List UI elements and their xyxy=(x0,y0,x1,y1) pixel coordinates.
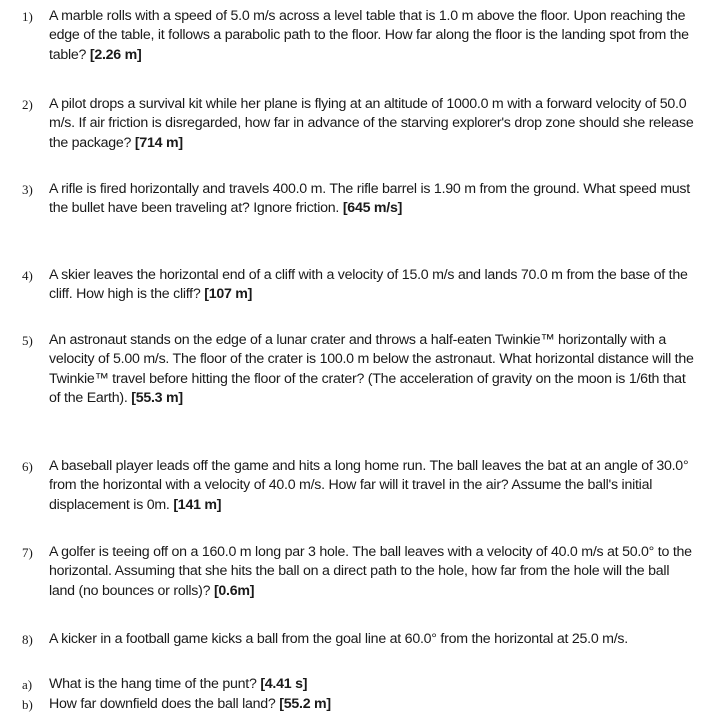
problem-1 xyxy=(22,7,694,65)
subpart-text: How far downfield does the ball land? [55.2 m] xyxy=(49,696,331,712)
problem-text: A pilot drops a survival kit while her plane is flying at an altitude of 1000.0 m with a forward velocity of 50.0 m/s. If air friction is disregarded, how far in advance of the starving explorer's drop zone should she release the package? [714 m] xyxy=(49,96,694,151)
problem-3 xyxy=(22,180,694,219)
problem-text: A skier leaves the horizontal end of a cliff with a velocity of 15.0 m/s and lands 70.0 m from the base of the cliff. How high is the cliff? [107 m] xyxy=(49,267,688,303)
problem-number: 7) xyxy=(22,545,33,560)
problem-text: A baseball player leads off the game and hits a long home run. The ball leaves the bat at an angle of 30.0° from the horizontal with a velocity of 40.0 m/s. How far will it travel in the air? Assume the ball's initial displacement is 0m. [141 m] xyxy=(49,458,689,513)
problem-text: A kicker in a football game kicks a ball from the goal line at 60.0° from the horizontal at 25.0 m/s. xyxy=(49,631,628,647)
problem-number: 2) xyxy=(22,97,33,112)
problem-6 xyxy=(22,457,694,515)
subpart-letter: a) xyxy=(22,677,33,692)
problem-answer: [0.6m] xyxy=(213,582,255,599)
problem-number: 6) xyxy=(22,459,33,474)
problem-number: 3) xyxy=(22,182,33,197)
subpart-b xyxy=(22,695,694,714)
problem-text: A golfer is teeing off on a 160.0 m long par 3 hole. The ball leaves with a velocity of 40.0 m/s at 50.0° to the horizontal. Assuming that she hits the ball on a direct path to the hole, how far from the hole will the ball land (no bounces or rolls)? [0.6m] xyxy=(49,544,692,599)
subpart-text: What is the hang time of the punt? [4.41 s] xyxy=(49,676,308,692)
problem-number: 1) xyxy=(22,9,33,24)
problem-number: 4) xyxy=(22,268,33,283)
problem-answer: [645 m/s] xyxy=(342,200,403,217)
problem-number: 5) xyxy=(22,333,33,348)
problem-number: 8) xyxy=(22,632,33,647)
problem-answer: [107 m] xyxy=(204,286,253,303)
problem-answer: [55.3 m] xyxy=(131,390,183,407)
subpart-answer: [4.41 s] xyxy=(260,676,308,692)
problem-text: A marble rolls with a speed of 5.0 m/s across a level table that is 1.0 m above the floor. Upon reaching the edge of the table, it follows a parabolic path to the floor. How far along the floor is the landing spot from the table? [2.26 m] xyxy=(49,8,689,63)
problem-text: A rifle is fired horizontally and travels 400.0 m. The rifle barrel is 1.90 m from the ground. What speed must the bullet have been traveling at? Ignore friction. [645 m/s] xyxy=(49,181,690,217)
problem-answer: [2.26 m] xyxy=(89,46,142,63)
subpart-answer: [55.2 m] xyxy=(279,696,331,712)
problem-5 xyxy=(22,331,694,409)
problem-8 xyxy=(22,630,694,649)
subpart-a xyxy=(22,675,694,694)
problem-2 xyxy=(22,95,694,153)
problem-answer: [141 m] xyxy=(173,496,222,513)
problem-answer: [714 m] xyxy=(134,134,183,151)
subpart-letter: b) xyxy=(22,697,33,712)
problem-4 xyxy=(22,266,694,305)
problem-text: An astronaut stands on the edge of a lunar crater and throws a half-eaten Twinkie™ horizontally with a velocity of 5.00 m/s. The floor of the crater is 100.0 m below the astronaut. What horizontal distance will the Twinkie™ travel before hitting the floor of the crater? (The acceleration of gravity on the moon is 1/6th that of the Earth). [55.3 m] xyxy=(49,332,694,407)
problem-7 xyxy=(22,543,694,601)
